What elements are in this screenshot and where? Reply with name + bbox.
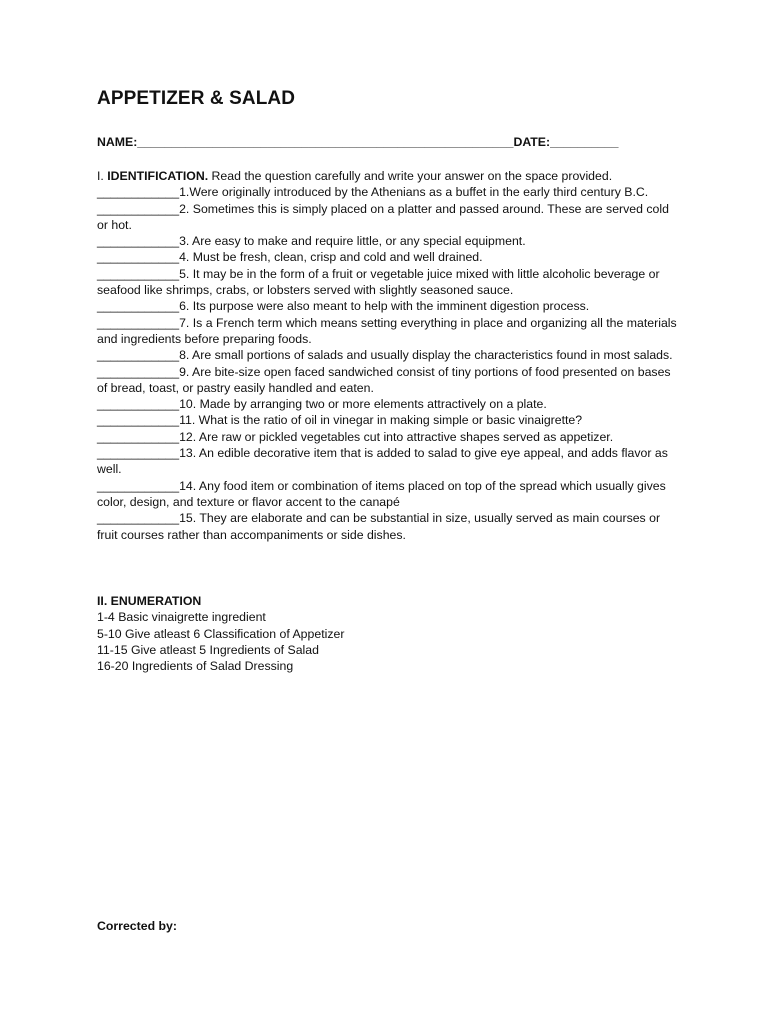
question-item: ____________5. It may be in the form of a fruit or vegetable juice mixed with little alcoholic beverage or seafood like shrimps, crabs, or lobsters served with slightly seasoned sauce. — [97, 266, 660, 298]
question-item: ____________6. Its purpose were also meant to help with the imminent digestion process. — [97, 299, 590, 314]
name-date-line: NAME:_______________________________________________________DATE:__________ — [97, 135, 619, 149]
question-item: ____________2. Sometimes this is simply placed on a platter and passed around. These are served cold or hot. — [97, 201, 669, 232]
question-item: ____________9. Are bite-size open faced sandwiched consist of tiny portions of food presented on bases of bread, toast, or pastry easily handled and eaten. — [97, 364, 671, 395]
enumeration-section — [97, 593, 677, 674]
identification-instruction — [97, 168, 677, 184]
enumeration-item: 1-4 Basic vinaigrette ingredient — [97, 610, 266, 625]
enumeration-item: 16-20 Ingredients of Salad Dressing — [97, 659, 294, 674]
enumeration-item: 11-15 Give atleast 5 Ingredients of Salad — [97, 642, 319, 657]
question-item: ____________4. Must be fresh, clean, crisp and cold and well drained. — [97, 250, 483, 265]
question-item: ____________13. An edible decorative item that is added to salad to give eye appeal, and adds flavor as well. — [97, 446, 668, 477]
identification-number: I. — [97, 169, 108, 183]
question-item: ____________1.Were originally introduced by the Athenians as a buffet in the early third century B.C. — [97, 185, 649, 200]
enumeration-heading: II. ENUMERATION — [97, 594, 202, 608]
identification-section — [97, 168, 677, 543]
question-item: ____________8. Are small portions of salads and usually display the characteristics found in most salads. — [97, 348, 673, 363]
page-title: APPETIZER & SALAD — [97, 88, 296, 109]
identification-label: IDENTIFICATION. — [107, 169, 209, 183]
question-item: ____________15. They are elaborate and can be substantial in size, usually served as main courses or fruit courses rather than accompaniments or side dishes. — [97, 511, 661, 542]
question-item: ____________10. Made by arranging two or more elements attractively on a plate. — [97, 397, 547, 412]
question-item: ____________12. Are raw or pickled vegetables cut into attractive shapes served as appetizer. — [97, 429, 614, 444]
enumeration-item: 5-10 Give atleast 6 Classification of Appetizer — [97, 626, 345, 641]
identification-instruction-text: Read the question carefully and write your answer on the space provided. — [208, 169, 613, 183]
question-item: ____________11. What is the ratio of oil in vinegar in making simple or basic vinaigrette? — [97, 413, 583, 428]
question-item: ____________14. Any food item or combination of items placed on top of the spread which usually gives color, design, and texture or flavor accent to the canapé — [97, 478, 666, 509]
question-item: ____________7. Is a French term which means setting everything in place and organizing all the materials and ingredients before preparing foods. — [97, 315, 677, 346]
corrected-by-label: Corrected by: — [97, 919, 177, 933]
question-item: ____________3. Are easy to make and require little, or any special equipment. — [97, 234, 526, 249]
